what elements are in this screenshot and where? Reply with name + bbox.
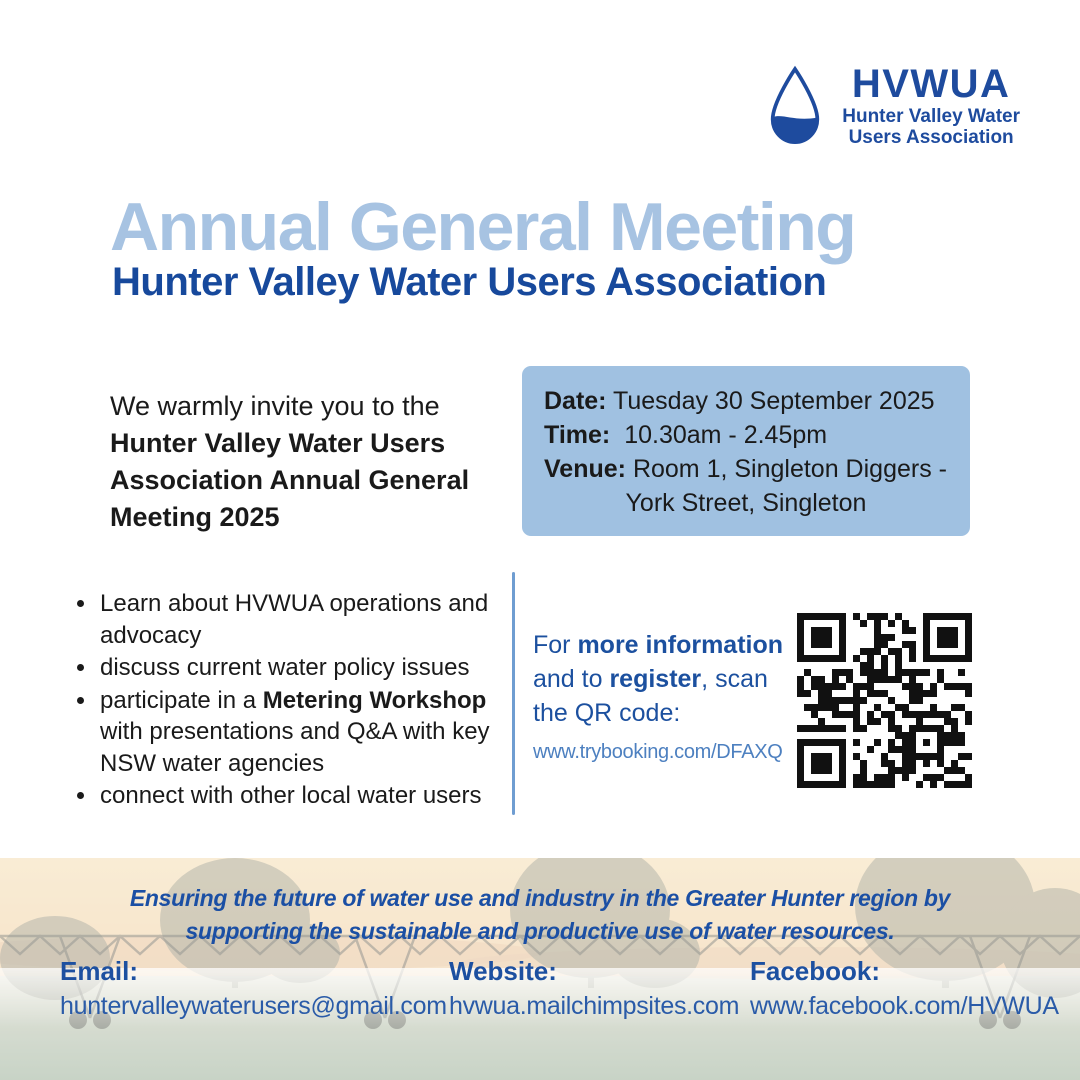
hvwua-logo	[764, 55, 1020, 155]
date-value: Tuesday 30 September 2025	[613, 387, 935, 415]
qr-code[interactable]	[797, 613, 972, 788]
vertical-divider	[512, 572, 515, 815]
facebook-label: Facebook:	[750, 956, 881, 986]
detail-time	[544, 418, 948, 452]
booking-url-link[interactable]: www.trybooking.com/DFAXQ	[533, 741, 783, 763]
agenda-item: • discuss current water policy issues	[98, 652, 526, 684]
detail-date	[544, 384, 948, 418]
registration-post: , scan the QR code:	[533, 665, 768, 727]
time-label: Time:	[544, 421, 611, 449]
invitation-emphasis: Hunter Valley Water Users Association Annual General Meeting 2025	[110, 428, 470, 532]
email-address-link[interactable]: huntervalleywaterusers@gmail.com	[60, 992, 447, 1020]
venue-value-line2: York Street, Singleton	[625, 489, 867, 517]
page-title: Annual General Meeting	[110, 189, 856, 265]
registration-bold2: register	[609, 665, 702, 693]
website-label: Website:	[449, 956, 557, 986]
page-subtitle: Hunter Valley Water Users Association	[112, 260, 827, 304]
venue-label: Venue:	[544, 455, 626, 483]
agenda-item: • Learn about HVWUA operations and advocacy	[98, 588, 526, 651]
agenda-item: • connect with other local water users	[98, 780, 526, 812]
agenda-item3-pre: participate in a	[100, 686, 263, 714]
agenda-item	[98, 685, 526, 780]
agenda-list	[72, 588, 526, 813]
facebook-url-link[interactable]: www.facebook.com/HVWUA	[750, 992, 1059, 1020]
contact-email	[60, 956, 447, 1021]
invitation-text	[110, 388, 502, 536]
email-label: Email:	[60, 956, 139, 986]
registration-bold1: more information	[577, 631, 784, 659]
registration-mid: and to	[533, 665, 610, 693]
registration-text	[533, 628, 803, 769]
agenda-item3-post: with presentations and Q&A with key NSW water agencies	[100, 718, 490, 777]
time-value: 10.30am - 2.45pm	[624, 421, 828, 449]
date-label: Date:	[544, 387, 607, 415]
footer-photo-strip	[0, 858, 1080, 1080]
detail-venue	[544, 452, 948, 486]
water-drop-icon	[764, 55, 826, 155]
contact-facebook	[750, 956, 1059, 1021]
event-details-panel	[522, 366, 970, 536]
website-url-link[interactable]: hvwua.mailchimpsites.com	[449, 992, 740, 1020]
mission-tagline: Ensuring the future of water use and industry in the Greater Hunter region by supporting the sustainable and productive use of water resources.	[129, 885, 951, 944]
contact-website	[449, 956, 739, 1021]
venue-value-line1: Room 1, Singleton Diggers -	[632, 455, 947, 483]
registration-pre: For	[533, 631, 578, 659]
agenda-item3-bold: Metering Workshop	[262, 686, 487, 714]
invitation-intro: We warmly invite you to the	[110, 391, 440, 421]
logo-name-line2: Users Association	[848, 127, 1014, 148]
logo-name-line1: Hunter Valley Water	[842, 106, 1020, 127]
logo-text	[842, 62, 1020, 148]
logo-acronym: HVWUA	[851, 62, 1011, 106]
